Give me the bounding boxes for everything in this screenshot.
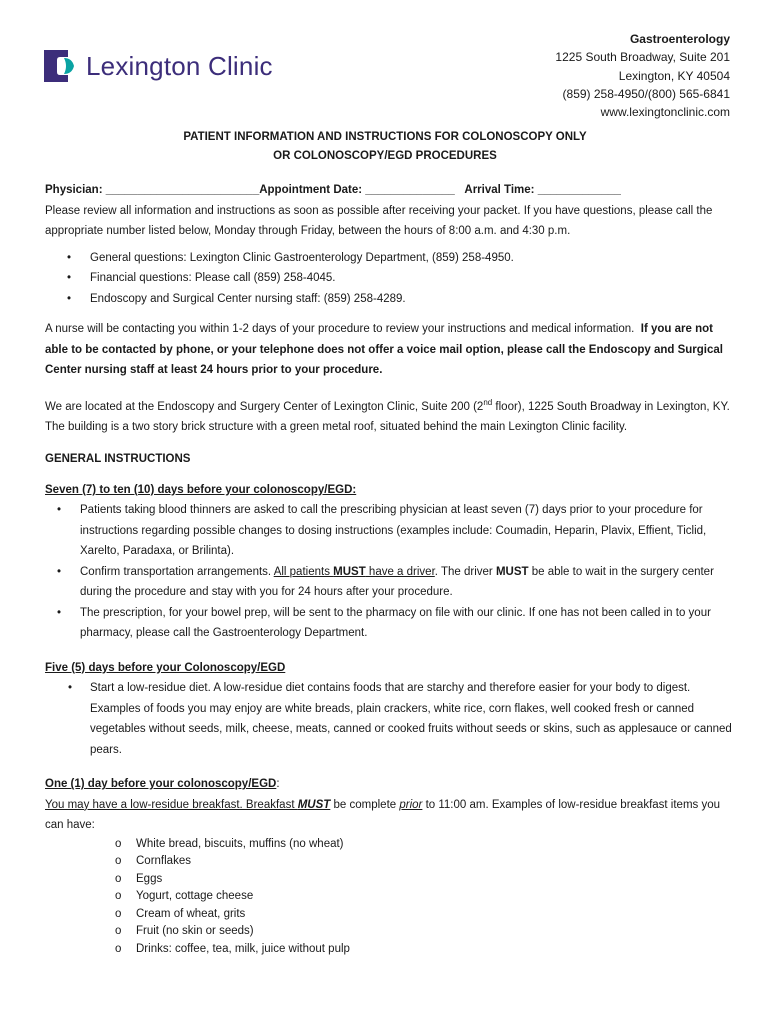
- physician-field: Physician: ________________________: [45, 184, 260, 196]
- one-day-colon: :: [276, 778, 280, 791]
- seven-days-item-transportation: [45, 562, 735, 603]
- transport-text-d: have a driver: [365, 565, 435, 578]
- form-fields-line: [45, 180, 735, 201]
- address-line-1: 1225 South Broadway, Suite 201: [555, 50, 730, 65]
- location-text-1: We are located at the Endoscopy and Surgery Center of Lexington Clinic, Suite 200 (2: [45, 400, 484, 413]
- address-line-2: Lexington, KY 40504: [618, 68, 730, 83]
- transport-must-1: MUST: [333, 565, 366, 578]
- breakfast-text-c: to 11:00 am. Examples of low-residue breakfast items you can have:: [45, 798, 721, 832]
- five-days-list: [45, 678, 735, 760]
- nurse-paragraph: [45, 319, 735, 381]
- website-link[interactable]: www.lexingtonclinic.com: [600, 105, 730, 120]
- breakfast-item: o Drinks: coffee, tea, milk, juice without pulp: [45, 941, 735, 959]
- transport-text-g: be able to wait in the surgery center during the procedure and stay with you for 24 hours after your procedure.: [80, 565, 714, 599]
- breakfast-item: o Eggs: [45, 871, 735, 889]
- breakfast-text-b: be complete: [330, 798, 400, 811]
- title-line-1: PATIENT INFORMATION AND INSTRUCTIONS FOR COLONOSCOPY ONLY: [183, 131, 587, 143]
- general-instructions-heading: GENERAL INSTRUCTIONS: [45, 453, 191, 466]
- breakfast-prior: prior: [399, 798, 423, 811]
- nurse-bold-text: If you are not able to be contacted by phone, or your telephone does not offer a voice mail option, please call the Endoscopy and Surgical Center nursing staff at least 24 hours prior to your procedure.: [45, 323, 723, 376]
- transport-text-e: . The driver: [434, 565, 496, 578]
- document-title: [0, 128, 770, 165]
- department-name: Gastroenterology: [629, 32, 730, 46]
- breakfast-item: o Cornflakes: [45, 853, 735, 871]
- title-line-2: OR COLONOSCOPY/EGD PROCEDURES: [273, 149, 497, 162]
- transport-text-a: Confirm transportation arrangements.: [80, 565, 274, 578]
- seven-days-list: [45, 500, 735, 644]
- breakfast-text-a: You may have a low-residue breakfast. Breakfast: [45, 798, 298, 811]
- document-body: [45, 180, 735, 958]
- breakfast-items-list: [45, 836, 735, 959]
- clinic-address-block: [555, 30, 730, 121]
- one-day-heading-line: [45, 774, 735, 795]
- five-days-item-low-residue: • Start a low-residue diet. A low-residue diet contains foods that are starchy and therefore easier for your body to digest. Examples of foods you may enjoy are white breads, plain crackers, white rice, corn flakes, well cooked fresh or canned vegetables without seeds, milk, cheese, meats, canned or cooked fruits without seeds or skins, such as applesauce or canned pears.: [45, 678, 735, 760]
- contact-nursing: • Endoscopy and Surgical Center nursing staff: (859) 258-4289.: [45, 289, 735, 310]
- breakfast-must: MUST: [297, 798, 331, 811]
- clinic-logo-icon: [44, 48, 80, 84]
- seven-days-item-blood-thinners: • Patients taking blood thinners are asked to call the prescribing physician at least seven (7) days prior to your procedure for instructions regarding possible changes to dosing instructions (examples include: Coumadin, Heparin, Plavix, Effient, Ticlid, Xarelto, Paradaxa, or Brilinta).: [45, 500, 735, 562]
- breakfast-paragraph: [45, 795, 735, 836]
- transport-text-b: All patients: [273, 565, 334, 578]
- five-days-heading: Five (5) days before your Colonoscopy/EGD: [45, 661, 286, 674]
- phone-numbers: (859) 258-4950/(800) 565-6841: [562, 86, 730, 101]
- location-superscript: nd: [483, 397, 493, 407]
- seven-days-heading: Seven (7) to ten (10) days before your colonoscopy/EGD:: [45, 483, 357, 496]
- lexington-clinic-logo: [44, 48, 273, 84]
- intro-paragraph: Please review all information and instructions as soon as possible after receiving your packet. If you have questions, please call the appropriate number listed below, Monday through Friday, between the hours of 8:00 a.m. and 4:30 p.m.: [45, 204, 713, 237]
- breakfast-item: o Fruit (no skin or seeds): [45, 923, 735, 941]
- transport-must-2: MUST: [495, 565, 529, 578]
- appointment-date-field: Appointment Date: ______________: [259, 184, 455, 196]
- seven-days-item-prescription: • The prescription, for your bowel prep, will be sent to the pharmacy on file with our clinic. If one has not been called in to your pharmacy, please call the Gastroenterology Department.: [45, 603, 735, 644]
- breakfast-item: o Cream of wheat, grits: [45, 906, 735, 924]
- logo-text: Lexington Clinic: [86, 50, 273, 81]
- location-paragraph: [45, 393, 735, 438]
- arrival-time-field: Arrival Time: _____________: [464, 184, 621, 196]
- location-text-2: floor), 1225 South Broadway in Lexington, KY. The building is a two story brick structure with a green metal roof, situated behind the main Lexington Clinic facility.: [45, 400, 730, 433]
- contact-financial: • Financial questions: Please call (859) 258-4045.: [45, 268, 735, 289]
- contact-general: • General questions: Lexington Clinic Gastroenterology Department, (859) 258-4950.: [45, 248, 735, 269]
- one-day-heading: One (1) day before your colonoscopy/EGD: [45, 778, 277, 791]
- contact-list: [45, 248, 735, 310]
- breakfast-item: o White bread, biscuits, muffins (no wheat): [45, 836, 735, 854]
- breakfast-item: o Yogurt, cottage cheese: [45, 888, 735, 906]
- nurse-text: A nurse will be contacting you within 1-2 days of your procedure to review your instructions and medical information.: [45, 323, 635, 335]
